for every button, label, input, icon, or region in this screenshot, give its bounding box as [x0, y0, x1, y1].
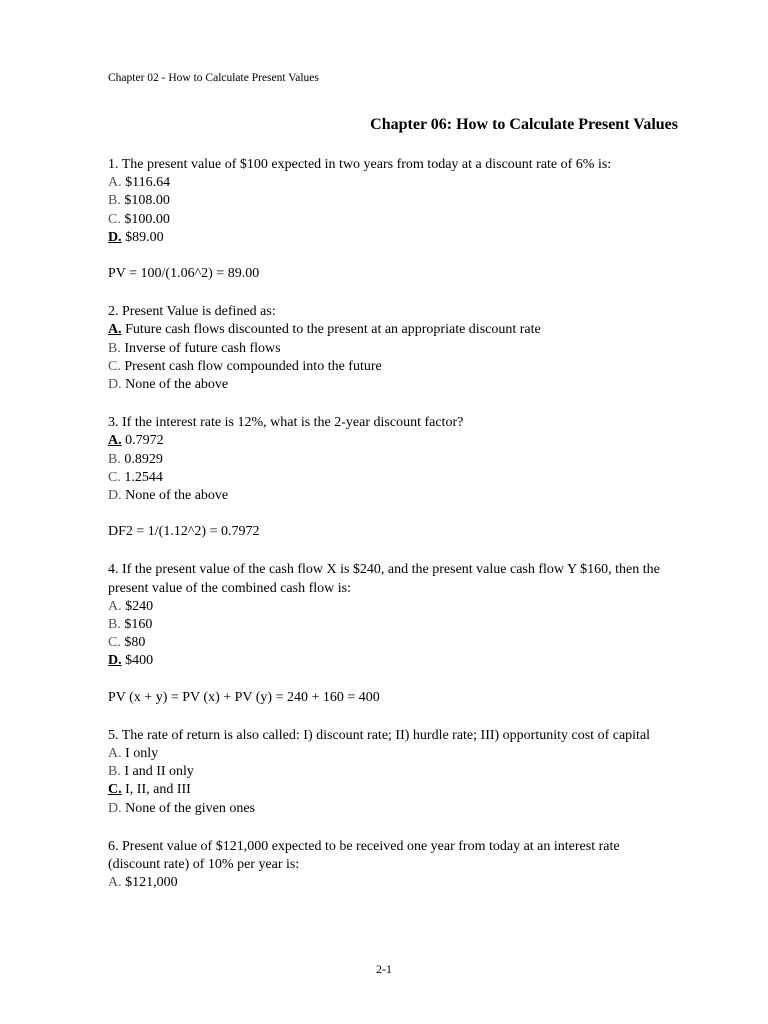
answer-option: [108, 211, 668, 229]
option-letter: C.: [108, 211, 121, 227]
option-text: $108.00: [120, 193, 170, 209]
correct-answer-letter: A.: [108, 433, 122, 449]
option-text: I and II only: [120, 764, 194, 780]
option-letter: B.: [108, 193, 121, 209]
answer-option: [108, 451, 668, 469]
option-text: 0.8929: [120, 451, 163, 467]
question-spacer: [108, 707, 668, 727]
answer-option: [108, 745, 668, 763]
option-text: I only: [121, 746, 159, 762]
question-spacer: [108, 818, 668, 838]
option-text: Present cash flow compounded into the future: [120, 358, 382, 374]
answer-option: [108, 340, 668, 358]
question-block: [108, 303, 668, 394]
question-spacer: [108, 394, 668, 414]
answer-option: [108, 616, 668, 634]
answer-option: [108, 192, 668, 210]
option-text: None of the above: [121, 377, 229, 393]
answer-option: [108, 432, 668, 450]
answer-option: [108, 376, 668, 394]
page-number: 2-1: [376, 962, 392, 976]
question-block: [108, 414, 668, 541]
question-block: [108, 156, 668, 283]
answer-option: [108, 652, 668, 670]
question-stem: 2. Present Value is defined as:: [108, 304, 276, 320]
question-spacer: [108, 283, 668, 303]
page-title: Chapter 06: How to Calculate Present Values: [370, 116, 678, 133]
option-letter: B.: [108, 451, 121, 467]
correct-answer-letter: A.: [108, 322, 122, 338]
running-head: Chapter 02 - How to Calculate Present Values: [108, 72, 319, 84]
question-stem: 5. The rate of return is also called: I) discount rate; II) hurdle rate; III) opportunity cost of capital: [108, 727, 651, 743]
option-text: $116.64: [121, 175, 171, 191]
option-text: $160: [120, 617, 153, 633]
question-stem: 4. If the present value of the cash flow X is $240, and the present value cash flow Y $160, then the present value of the combined cash flow is:: [108, 562, 660, 596]
option-letter: C.: [108, 469, 121, 485]
question-spacer: [108, 541, 668, 561]
correct-answer-letter: D.: [108, 229, 122, 245]
answer-option: [108, 229, 668, 247]
answer-option: [108, 598, 668, 616]
answer-option: [108, 781, 668, 799]
question-stem: 6. Present value of $121,000 expected to be received one year from today at an interest rate (discount rate) of 10% per year is:: [108, 838, 620, 873]
option-letter: B.: [108, 764, 121, 780]
question-block: [108, 727, 668, 818]
option-text: I, II, and III: [121, 782, 191, 798]
answer-option: [108, 874, 668, 892]
solution-formula: DF2 = 1/(1.12^2) = 0.7972: [108, 524, 260, 540]
question-block: [108, 561, 668, 706]
option-letter: A.: [108, 598, 122, 614]
correct-answer-letter: D.: [108, 653, 122, 669]
option-text: $400: [121, 653, 154, 669]
option-text: 1.2544: [120, 469, 163, 485]
answer-option: [108, 469, 668, 487]
solution-formula: PV = 100/(1.06^2) = 89.00: [108, 266, 260, 282]
option-text: None of the above: [121, 488, 229, 504]
option-text: Future cash flows discounted to the present at an appropriate discount rate: [121, 322, 541, 338]
option-text: $121,000: [121, 875, 178, 891]
answer-option: [108, 358, 668, 376]
option-letter: B.: [108, 617, 121, 633]
option-letter: D.: [108, 377, 122, 393]
question-stem: 3. If the interest rate is 12%, what is the 2-year discount factor?: [108, 415, 464, 431]
option-text: Inverse of future cash flows: [120, 340, 281, 356]
option-letter: B.: [108, 340, 121, 356]
answer-option: [108, 763, 668, 781]
option-letter: D.: [108, 800, 122, 816]
option-letter: C.: [108, 635, 121, 651]
answer-option: [108, 634, 668, 652]
correct-answer-letter: C.: [108, 782, 122, 798]
option-text: $100.00: [120, 211, 170, 227]
option-letter: A.: [108, 875, 122, 891]
option-text: 0.7972: [121, 433, 164, 449]
option-letter: C.: [108, 358, 121, 374]
question-stem: 1. The present value of $100 expected in two years from today at a discount rate of 6% is:: [108, 157, 612, 172]
answer-option: [108, 800, 668, 818]
answer-option: [108, 321, 668, 339]
option-text: $80: [120, 635, 146, 651]
option-letter: A.: [108, 746, 122, 762]
option-text: None of the given ones: [121, 800, 255, 816]
option-letter: A.: [108, 175, 122, 191]
answer-option: [108, 487, 668, 505]
option-letter: D.: [108, 488, 122, 504]
question-list: [108, 156, 668, 893]
solution-formula: PV (x + y) = PV (x) + PV (y) = 240 + 160 = 400: [108, 689, 380, 705]
option-text: $240: [121, 598, 154, 614]
option-text: $89.00: [121, 229, 164, 245]
question-block: [108, 838, 668, 893]
answer-option: [108, 174, 668, 192]
